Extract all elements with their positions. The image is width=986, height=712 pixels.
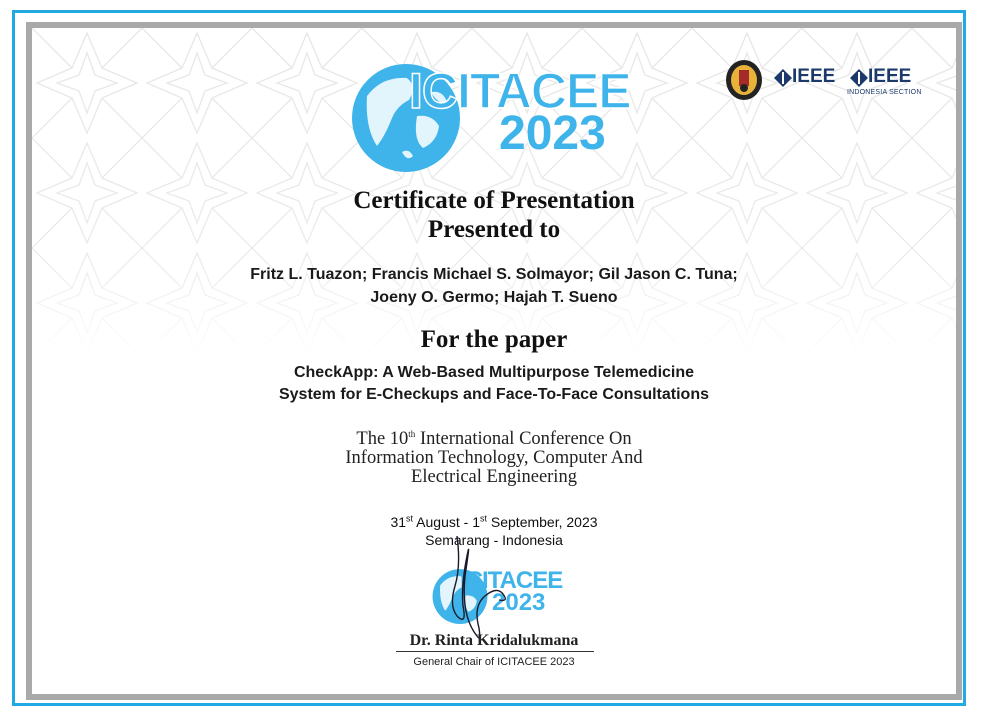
small-logo-year: 2023 [492, 589, 546, 616]
logo-name: ICITACEE [409, 63, 631, 119]
icitacee-logo [347, 56, 647, 174]
university-seal-icon [724, 58, 764, 102]
signer-title: General Chair of ICITACEE 2023 [413, 656, 575, 668]
paper-title-line-2: System for E-Checkups and Face-To-Face Consultations [278, 386, 709, 403]
ieee-indonesia-diamond-icon [850, 69, 868, 87]
conference-line-2: Information Technology, Computer And [345, 448, 643, 468]
signature-line [396, 651, 594, 652]
conference-ordinal: The 10 [356, 429, 409, 449]
conference-line-1 [32, 430, 956, 449]
author-names-line-2: Joeny O. Germo; Hajah T. Sueno [370, 289, 618, 306]
event-date-end-suffix: st [479, 513, 487, 524]
event-date-end: September, 2023 [487, 514, 598, 530]
ieee-label: IEEE [792, 66, 836, 87]
event-date-mid: August - 1 [413, 514, 480, 530]
for-paper-label: For the paper [420, 326, 568, 353]
logo-year: 2023 [499, 107, 606, 160]
author-names-line-1: Fritz L. Tuazon; Francis Michael S. Solmayor; Gil Jason C. Tuna; [250, 266, 738, 283]
small-logo-name: ICITACEE [460, 567, 563, 594]
event-date-start-day: 31 [390, 514, 407, 530]
partner-logos [724, 54, 934, 104]
paper-title-line-1: CheckApp: A Web-Based Multipurpose Telemedicine [293, 364, 695, 381]
certificate-heading: Certificate of Presentation [353, 187, 635, 214]
ieee-indonesia-label: IEEE [868, 66, 912, 87]
event-location: Semarang - Indonesia [425, 532, 563, 548]
presented-to-label: Presented to [427, 216, 561, 243]
conference-line-3: Electrical Engineering [411, 467, 577, 487]
conference-ordinal-suffix: th [408, 428, 416, 439]
ieee-section-label: INDONESIA SECTION [847, 89, 922, 96]
conference-name-part: International Conference On [415, 429, 632, 449]
ieee-diamond-icon [774, 69, 792, 87]
signer-name: Dr. Rinta Kridalukmana [409, 632, 579, 649]
certificate-panel [26, 22, 962, 700]
event-date-start-suffix: st [406, 513, 414, 524]
